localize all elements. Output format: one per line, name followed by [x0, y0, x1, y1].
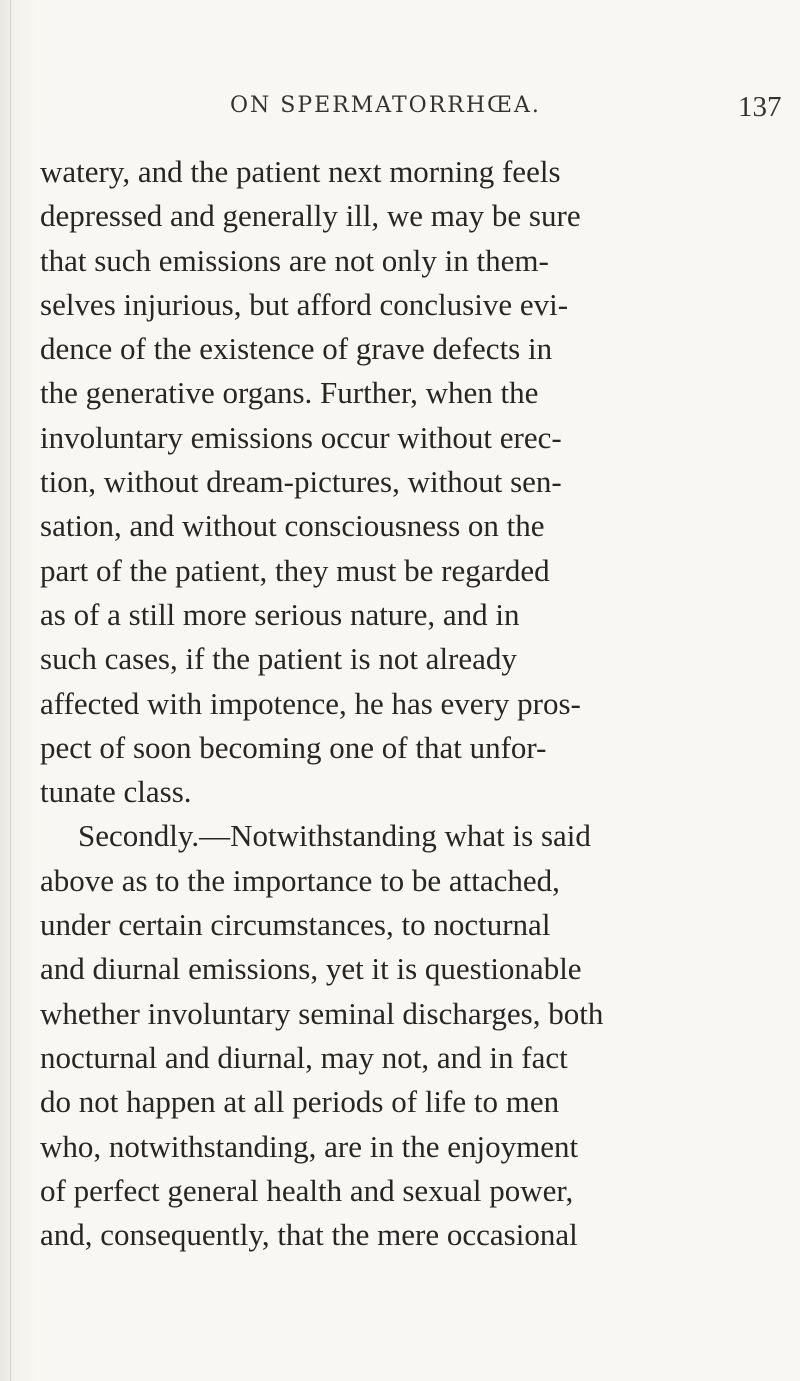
text-line: that such emissions are not only in them-: [40, 242, 549, 278]
running-title: ON SPERMATORRHŒA.: [230, 93, 541, 118]
text-line: and diurnal emissions, yet it is questionable: [40, 951, 582, 987]
text-line: part of the patient, they must be regarded: [40, 552, 550, 588]
text-line: do not happen at all periods of life to men: [40, 1084, 560, 1120]
text-line: tion, without dream-pictures, without sen-: [40, 464, 562, 500]
text-line: as of a still more serious nature, and in: [40, 596, 520, 632]
text-line: affected with impotence, he has every pros-: [40, 685, 581, 721]
text-line: of perfect general health and sexual power,: [40, 1172, 574, 1208]
paragraph-start-line: Secondly.—Notwithstanding what is said: [78, 818, 591, 854]
page-gutter: [10, 0, 11, 1381]
text-line: depressed and generally ill, we may be sure: [40, 198, 581, 234]
text-line: nocturnal and diurnal, may not, and in fact: [40, 1039, 568, 1075]
text-line: above as to the importance to be attached,: [40, 862, 560, 898]
page-header: [0, 93, 800, 133]
text-line: the generative organs. Further, when the: [40, 375, 539, 411]
text-line: involuntary emissions occur without erec-: [40, 419, 562, 455]
text-line: such cases, if the patient is not already: [40, 641, 517, 677]
text-line: sation, and without consciousness on the: [40, 508, 545, 544]
text-line: whether involuntary seminal discharges, both: [40, 995, 604, 1031]
text-line: tunate class.: [40, 774, 192, 810]
text-line: pect of soon becoming one of that unfor-: [40, 729, 547, 765]
text-line: selves injurious, but afford conclusive evi-: [40, 286, 569, 322]
page-number: 137: [738, 91, 782, 123]
text-line: who, notwithstanding, are in the enjoyment: [40, 1128, 579, 1164]
text-line: and, consequently, that the mere occasional: [40, 1217, 578, 1253]
text-line: watery, and the patient next morning feels: [40, 154, 561, 189]
text-line: under certain circumstances, to nocturnal: [40, 907, 551, 943]
body-text: [40, 150, 800, 1257]
text-line: dence of the existence of grave defects in: [40, 331, 553, 367]
